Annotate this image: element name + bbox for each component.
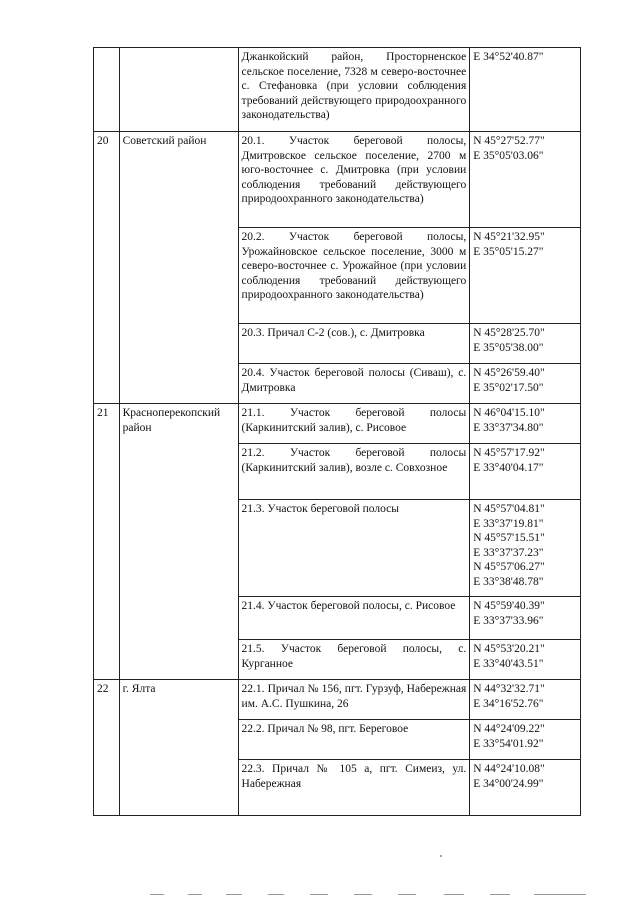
scan-dash bbox=[490, 894, 510, 895]
scan-dot bbox=[440, 855, 442, 857]
table-row bbox=[94, 680, 581, 720]
district-cell bbox=[119, 48, 238, 132]
place-cell: 20.2. Участок береговой полосы, Урожайновское сельское поселение, 3000 м северо-восточнее с. Урожайное (при условии соблюдения требований действующего природоохранного законодательства) bbox=[238, 228, 470, 324]
scan-dash bbox=[354, 894, 372, 895]
coords-cell: N 44°24'09.22" E 33°54'01.92" bbox=[470, 720, 581, 760]
district-cell: г. Ялта bbox=[119, 680, 238, 816]
place-cell: 21.5. Участок береговой полосы, с. Курганное bbox=[238, 640, 470, 680]
scan-dash bbox=[444, 894, 464, 895]
table-row bbox=[94, 404, 581, 444]
coords-cell: N 45°59'40.39" E 33°37'33.96" bbox=[470, 597, 581, 640]
coords-cell: N 44°24'10.08" E 34°00'24.99" bbox=[470, 760, 581, 816]
place-cell: 20.1. Участок береговой полосы, Дмитровское сельское поселение, 2700 м юго-восточнее с. Дмитровка (при условии соблюдения требований действующего природоохранного законодательства) bbox=[238, 132, 470, 228]
coords-cell: N 45°27'52.77" E 35°05'03.06" bbox=[470, 132, 581, 228]
scan-dash bbox=[268, 894, 284, 895]
scan-artifact-dashes bbox=[150, 888, 590, 900]
place-cell: 22.1. Причал № 156, пгт. Гурзуф, Набережная им. А.С. Пушкина, 26 bbox=[238, 680, 470, 720]
row-number bbox=[94, 48, 120, 132]
coords-cell: E 34°52'40.87" bbox=[470, 48, 581, 132]
scan-dash bbox=[188, 894, 202, 895]
row-number: 22 bbox=[94, 680, 120, 816]
table-row bbox=[94, 132, 581, 228]
place-cell: 22.3. Причал № 105 а, пгт. Симеиз, ул. Набережная bbox=[238, 760, 470, 816]
place-cell: 21.1. Участок береговой полосы (Каркинитский залив), с. Рисовое bbox=[238, 404, 470, 444]
coords-cell: N 45°21'32.95" E 35°05'15.27" bbox=[470, 228, 581, 324]
place-cell: Джанкойский район, Просторненское сельское поселение, 7328 м северо-восточнее с. Стефановка (при условии соблюдения требований действующего природоохранного законодательства) bbox=[238, 48, 470, 132]
coords-cell: N 46°04'15.10" E 33°37'34.80" bbox=[470, 404, 581, 444]
coords-cell: N 44°32'32.71" E 34°16'52.76" bbox=[470, 680, 581, 720]
place-cell: 20.4. Участок береговой полосы (Сиваш), с. Дмитровка bbox=[238, 364, 470, 404]
coords-cell: N 45°26'59.40" E 35°02'17.50" bbox=[470, 364, 581, 404]
place-cell: 20.3. Причал С-2 (сов.), с. Дмитровка bbox=[238, 324, 470, 364]
place-cell: 21.2. Участок береговой полосы (Каркинитский залив), возле с. Совхозное bbox=[238, 444, 470, 500]
scan-dash bbox=[398, 894, 416, 895]
row-number: 20 bbox=[94, 132, 120, 404]
coords-cell: N 45°53'20.21" E 33°40'43.51" bbox=[470, 640, 581, 680]
district-cell: Советский район bbox=[119, 132, 238, 404]
table-row bbox=[94, 48, 581, 132]
coords-cell: N 45°57'17.92" E 33°40'04.17" bbox=[470, 444, 581, 500]
place-cell: 22.2. Причал № 98, пгт. Береговое bbox=[238, 720, 470, 760]
row-number: 21 bbox=[94, 404, 120, 680]
coordinates-table bbox=[93, 47, 581, 816]
scan-dash bbox=[226, 894, 242, 895]
district-cell: Красноперекопский район bbox=[119, 404, 238, 680]
coords-cell: N 45°57'04.81" E 33°37'19.81" N 45°57'15.51" E 33°37'37.23" N 45°57'06.27" E 33°38'48.78" bbox=[470, 500, 581, 597]
coords-cell: N 45°28'25.70" E 35°05'38.00" bbox=[470, 324, 581, 364]
place-cell: 21.3. Участок береговой полосы bbox=[238, 500, 470, 597]
scan-dash bbox=[534, 894, 586, 895]
scan-dash bbox=[150, 894, 164, 895]
scan-dash bbox=[310, 894, 328, 895]
place-cell: 21.4. Участок береговой полосы, с. Рисовое bbox=[238, 597, 470, 640]
